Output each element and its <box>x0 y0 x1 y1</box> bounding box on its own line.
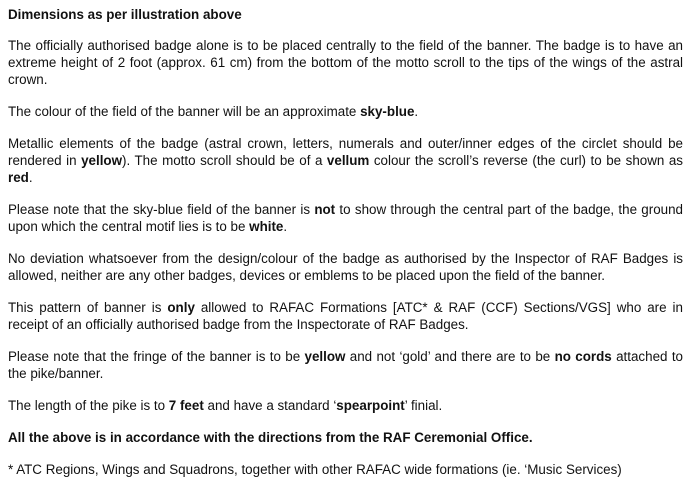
emphasis-sky-blue: sky-blue <box>360 104 415 119</box>
footnote: * ATC Regions, Wings and Squadrons, together with other RAFAC wide formations (ie. ‘Music Services) <box>8 462 622 477</box>
emphasis-white: white <box>249 219 284 234</box>
paragraph-pike-length <box>8 397 683 414</box>
emphasis-yellow-fringe: yellow <box>304 349 346 364</box>
text-run: attached to the pike/banner. <box>8 349 683 381</box>
text-run: . <box>28 170 33 185</box>
emphasis-red: red <box>8 170 29 185</box>
paragraph-central-ground <box>8 201 683 235</box>
text-run: The colour of the field of the banner will be an approximate <box>8 104 361 119</box>
paragraph-field-colour <box>8 103 683 120</box>
text-run: and not ‘gold’ and there are to be <box>345 349 555 364</box>
text-run: Metallic elements of the badge (astral crown, letters, numerals and outer/inner edges of the circlet should be rendered in <box>8 136 683 168</box>
text-run: Please note that the sky-blue field of the banner is <box>8 202 315 217</box>
text-run: ’ finial. <box>404 398 443 413</box>
emphasis-7-feet: 7 feet <box>168 398 204 413</box>
paragraph-no-deviation: No deviation whatsoever from the design/colour of the badge as authorised by the Inspector of RAF Badges is allowed, neither are any other badges, devices or emblems to be placed upon the field of the banner. <box>8 251 683 283</box>
emphasis-only: only <box>167 300 195 315</box>
emphasis-yellow: yellow <box>81 153 123 168</box>
emphasis-spearpoint: spearpoint <box>336 398 405 413</box>
text-run: This pattern of banner is <box>8 300 168 315</box>
emphasis-vellum: vellum <box>326 153 370 168</box>
text-run: ). The motto scroll should be of a <box>122 153 327 168</box>
emphasis-no-cords: no cords <box>554 349 612 364</box>
paragraph-pattern-eligibility <box>8 299 683 333</box>
paragraph-metallic-elements <box>8 135 683 186</box>
text-run: Please note that the fringe of the banner is to be <box>8 349 305 364</box>
text-run: The length of the pike is to <box>8 398 169 413</box>
emphasis-not: not <box>314 202 336 217</box>
paragraph-fringe <box>8 348 683 382</box>
document-body <box>8 6 683 478</box>
text-run: and have a standard ‘ <box>203 398 337 413</box>
paragraph-ceremonial-office: All the above is in accordance with the directions from the RAF Ceremonial Office. <box>8 430 533 445</box>
text-run: to show through the central part of the badge, the ground upon which the central motif lies is to be <box>8 202 683 234</box>
paragraph-badge-placement: The officially authorised badge alone is to be placed centrally to the field of the banner. The badge is to have an extreme height of 2 foot (approx. 61 cm) from the bottom of the motto scroll to the tips of the wings of the astral crown. <box>8 38 683 87</box>
text-run: . <box>414 104 419 119</box>
text-run: . <box>283 219 288 234</box>
text-run: colour the scroll’s reverse (the curl) to be shown as <box>369 153 684 168</box>
text-run: allowed to RAFAC Formations [ATC* & RAF (CCF) Sections/VGS] who are in receipt of an officially authorised badge from the Inspectorate of RAF Badges. <box>8 300 683 332</box>
section-heading: Dimensions as per illustration above <box>8 7 242 22</box>
